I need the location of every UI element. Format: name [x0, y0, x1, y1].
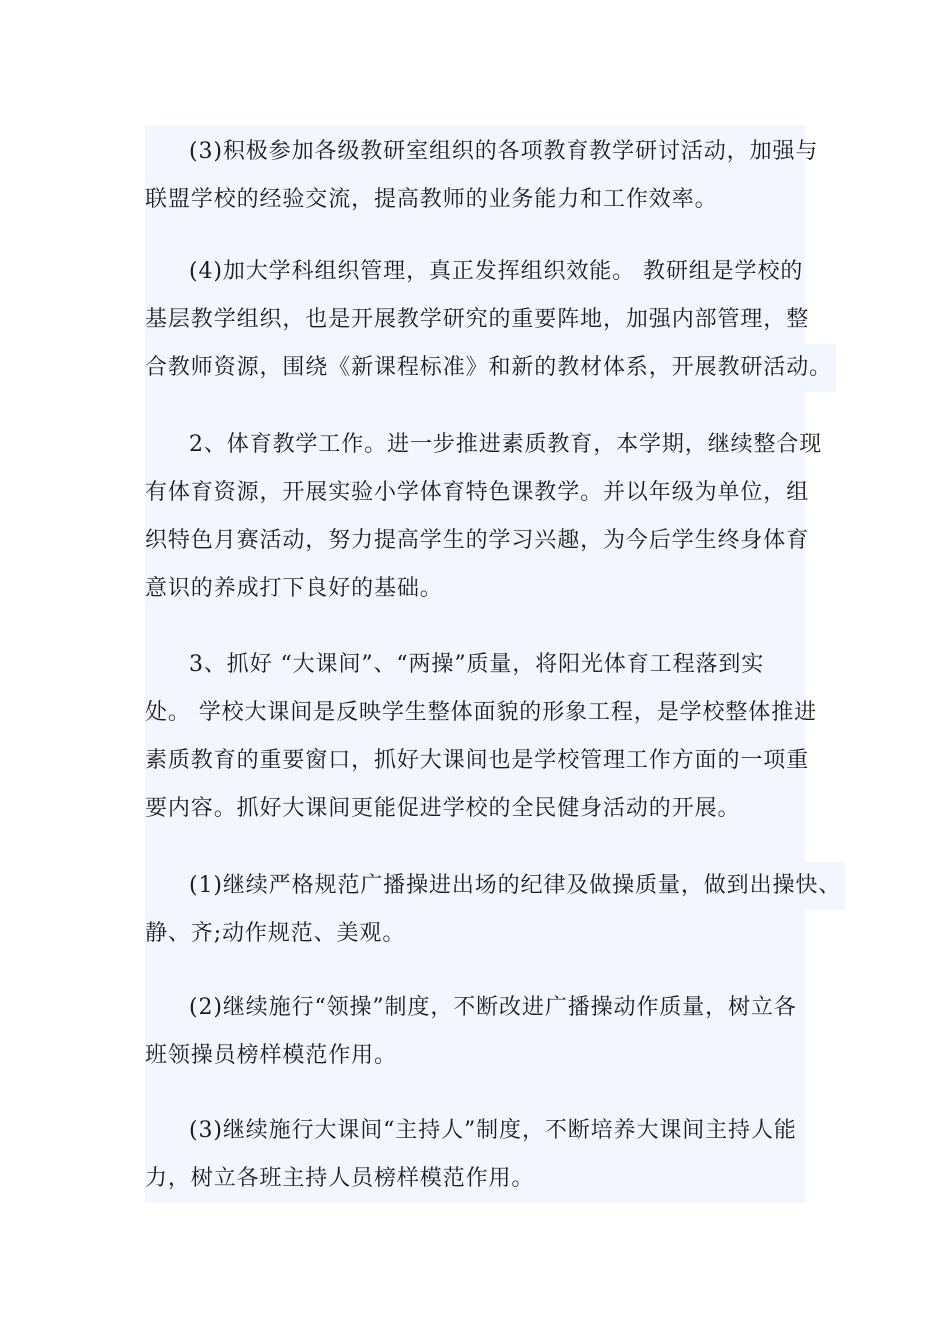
paragraph-line: 3、抓好 “大课间”、“两操”质量，将阳光体育工程落到实	[189, 652, 765, 677]
paragraph-line: 联盟学校的经验交流，提高教师的业务能力和工作效率。	[145, 187, 718, 212]
paragraph-line: 基层教学组织，也是开展教学研究的重要阵地，加强内部管理，整	[145, 307, 810, 332]
paragraph-line: (3)积极参加各级教研室组织的各项教育教学研讨活动，加强与	[189, 139, 819, 164]
paragraph-line: 处。 学校大课间是反映学生整体面貌的形象工程，是学校整体推进	[145, 700, 817, 725]
paragraph-4	[145, 641, 821, 833]
paragraph-1	[145, 128, 822, 224]
paragraph-line: 合教师资源，围绕《新课程标准》和新的教材体系，开展教研活动。	[145, 344, 836, 392]
paragraph-line: 织特色月赛活动，努力提高学生的学习兴趣，为今后学生终身体育	[145, 528, 810, 553]
paragraph-line: 素质教育的重要窗口，抓好大课间也是学校管理工作方面的一项重	[145, 748, 810, 773]
paragraph-5	[145, 862, 845, 958]
paragraph-line: 要内容。抓好大课间更能促进学校的全民健身活动的开展。	[145, 796, 741, 821]
paragraph-line: (2)继续施行“领操”制度，不断改进广播操动作质量，树立各	[189, 995, 797, 1020]
paragraph-2	[145, 248, 836, 392]
paragraph-line: 有体育资源，开展实验小学体育特色课教学。并以年级为单位，组	[145, 480, 810, 505]
paragraph-line: (3)继续施行大课间“主持人”制度，不断培养大课间主持人能	[189, 1118, 797, 1143]
paragraph-6	[145, 984, 801, 1080]
paragraph-line: 力，树立各班主持人员榜样模范作用。	[145, 1166, 535, 1191]
paragraph-line: 意识的养成打下良好的基础。	[145, 576, 443, 601]
paragraph-line: 静、齐;动作规范、美观。	[145, 921, 406, 946]
paragraph-line: 班领操员榜样模范作用。	[145, 1043, 397, 1068]
paragraph-line: 2、体育教学工作。进一步推进素质教育，本学期，继续整合现	[189, 432, 823, 457]
paragraph-line: (4)加大学科组织管理，真正发挥组织效能。 教研组是学校的	[189, 259, 804, 284]
paragraph-3	[145, 421, 826, 613]
paragraph-7	[145, 1107, 801, 1203]
paragraph-line: (1)继续严格规范广播操进出场的纪律及做操质量，做到出操快、	[145, 862, 845, 910]
